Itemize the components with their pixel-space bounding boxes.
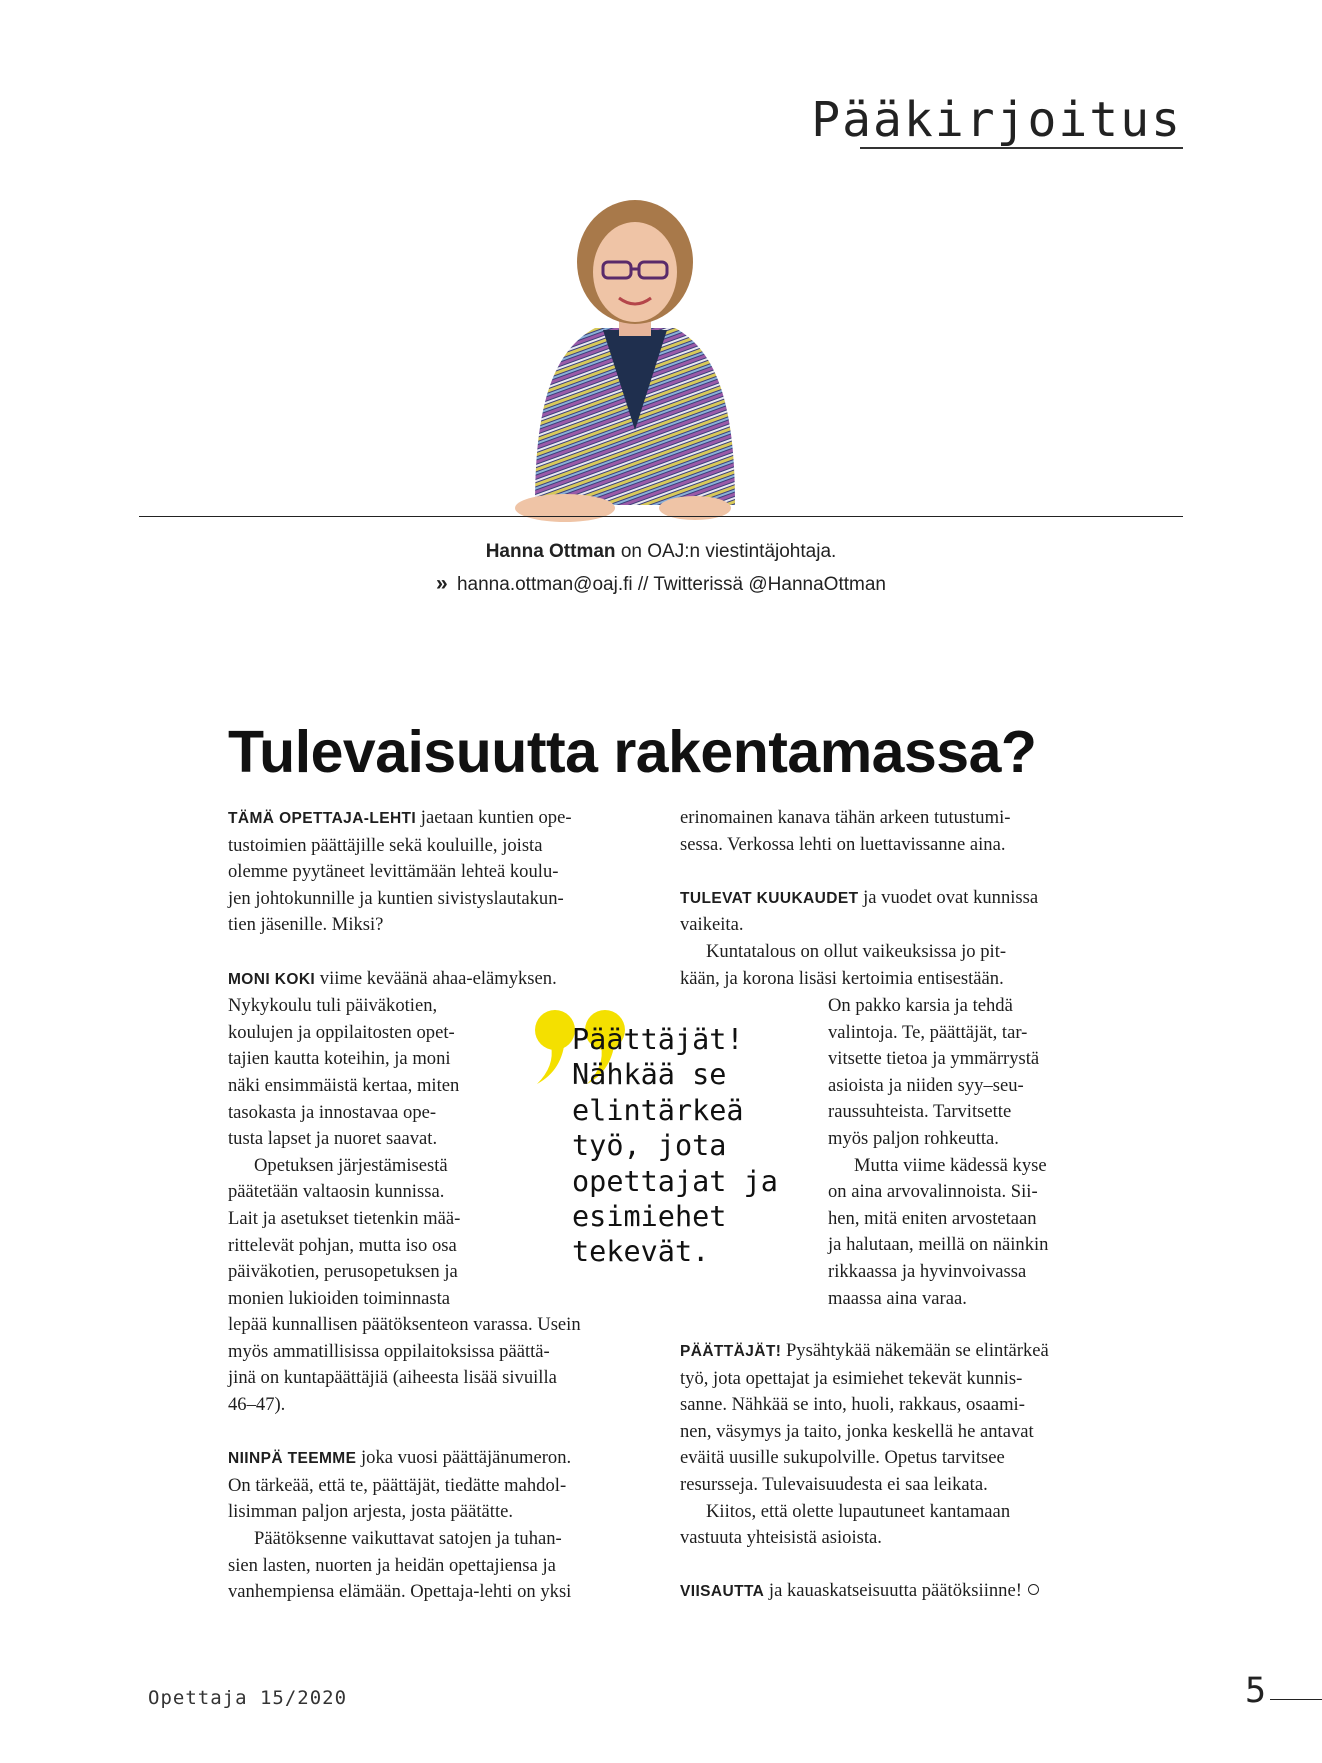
run-in-lead: VIISAUTTA bbox=[680, 1583, 765, 1601]
page-rule bbox=[1270, 1699, 1322, 1700]
author-byline bbox=[0, 541, 1322, 563]
author-contact bbox=[0, 572, 1322, 596]
paragraph: Päätöksenne vaikuttavat satojen ja tuhan- sien lasten, nuorten ja heidän opettajiensa ja vanhempiensa elämään. Opettaja-lehti on yksi bbox=[228, 1528, 572, 1603]
section-rule bbox=[860, 147, 1183, 149]
run-in-lead: NIINPÄ TEEMME bbox=[228, 1450, 357, 1468]
paragraph: PÄÄTTÄJÄT! Pysähtykää näkemään se elintärkeä työ, jota opettajat ja esimiehet tekevät kunnis- sanne. Nähkää se into, huoli, rakkaus, osaami- nen, väsymys ja taito, jonka keskellä he antavat eväitä uusille sukupolville. Opetus tarvitsee resursseja. Tulevaisuudesta ei saa leikata. bbox=[680, 1340, 1049, 1495]
paragraph: TÄMÄ OPETTAJA-LEHTI jaetaan kuntien ope- tustoimien päättäjille sekä kouluille, joista olemme pyytäneet levittämään lehteä koulu- jen johtokunnille ja kuntien sivistyslautakun- tien jäsenille. Miksi? bbox=[228, 807, 572, 936]
article-column-2-wrap bbox=[828, 993, 1128, 1312]
paragraph: Kiitos, että olette lupautuneet kantamaan vastuuta yhteisistä asioista. bbox=[680, 1500, 1011, 1549]
author-portrait bbox=[495, 200, 775, 535]
paragraph: NIINPÄ TEEMME joka vuosi päättäjänumeron. On tärkeää, että te, päättäjät, tiedätte mahdol- lisimman paljon arjesta, josta päätätte. bbox=[228, 1447, 572, 1523]
article-title: Tulevaisuutta rakentamassa? bbox=[228, 719, 1037, 785]
paragraph: On pakko karsia ja tehdä valintoja. Te, päättäjät, tar- vitsette tietoa ja ymmärrystä asioista ja niiden syy–seu- raussuhteista. Tarvitsette myös paljon rohkeutta. bbox=[828, 995, 1040, 1149]
page-number: 5 bbox=[1245, 1671, 1267, 1711]
section-label: Pääkirjoitus bbox=[811, 92, 1182, 148]
paragraph: MONI KOKI viime keväänä ahaa-elämyksen. Nykykoulu tuli päiväkotien, koulujen ja oppilaitosten opet- tajien kautta koteihin, ja moni näki ensimmäistä kertaa, miten tasokasta ja innostavaa ope- tusta lapset ja nuoret saavat. bbox=[228, 967, 557, 1150]
contact-info[interactable]: hanna.ottman@oaj.fi // Twitterissä @HannaOttman bbox=[456, 574, 886, 595]
run-in-lead: TULEVAT KUUKAUDET bbox=[680, 889, 859, 907]
contact-arrow: » bbox=[436, 572, 448, 595]
paragraph: Kuntatalous on ollut vaikeuksissa jo pit- kään, ja korona lisäsi kertoimia entisestään. bbox=[680, 940, 1007, 989]
paragraph: TULEVAT KUUKAUDET ja vuodet ovat kunnissa vaikeita. bbox=[680, 886, 1039, 936]
paragraph: Mutta viime kädessä kyse on aina arvovalinnoista. Sii- hen, mitä eniten arvostetaan ja halutaan, meillä on näinkin rikkaassa ja hyvinvoivassa maassa aina varaa. bbox=[828, 1154, 1049, 1309]
article-column-2-lower bbox=[680, 1338, 1100, 1606]
paragraph: Opetuksen järjestämisestä päätetään valtaosin kunnissa. Lait ja asetukset tietenkin mää- rittelevät pohjan, mutta iso osa päiväkotien, perusopetuksen ja monien lukioiden toiminnasta lepää kunnallisen päätöksenteon varassa. Usein myös ammatillisissa oppilaitoksissa päättä- jinä on kuntapäättäjiä (aiheesta lisää sivuilla 46–47). bbox=[228, 1154, 581, 1416]
run-in-lead: MONI KOKI bbox=[228, 970, 316, 988]
run-in-lead: PÄÄTTÄJÄT! bbox=[680, 1343, 782, 1360]
article-column-2 bbox=[680, 805, 1100, 992]
author-name: Hanna Ottman bbox=[485, 541, 616, 562]
run-in-lead: TÄMÄ OPETTAJA-LEHTI bbox=[228, 810, 417, 827]
paragraph: erinomainen kanava tähän arkeen tutustumi- sessa. Verkossa lehti on luettavissanne aina. bbox=[680, 807, 1011, 855]
author-role: on OAJ:n viestintäjohtaja. bbox=[620, 541, 837, 562]
photo-rule bbox=[139, 516, 1183, 517]
paragraph: VIISAUTTA ja kauaskatseisuutta päätöksiinne! bbox=[680, 1578, 1100, 1606]
publication-folio: Opettaja 15/2020 bbox=[148, 1687, 348, 1709]
pull-quote: Päättäjät! Nähkää se elintärkeä työ, jota opettajat ja esimiehet tekevät. bbox=[572, 1023, 778, 1269]
end-mark-icon bbox=[1028, 1584, 1039, 1595]
